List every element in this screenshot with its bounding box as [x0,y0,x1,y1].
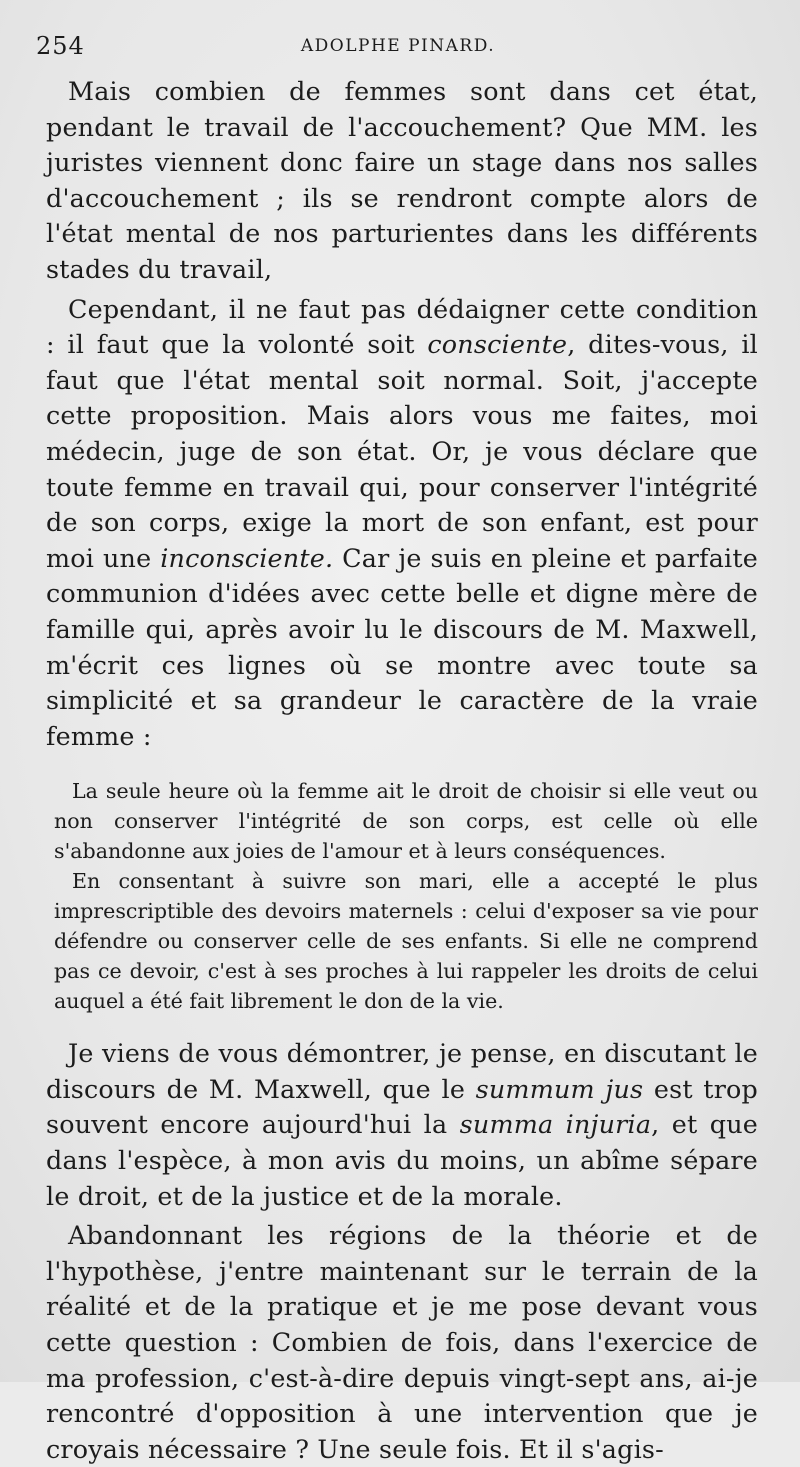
block-quote [46,776,758,1016]
page-number: 254 [36,32,85,60]
paragraph-2-text-c: Car je suis en pleine et parfaite communion d'idées avec cette belle et digne mère de famille qui, après avoir lu le discours de M. Maxwell, m'écrit ces lignes où se montre avec toute sa simplicité et sa grandeur le caractère de la vraie femme : [46,542,758,751]
paragraph-2-emphasis-inconsciente: inconsciente. [160,542,334,573]
paragraph-2-text-a: Cependant, il ne faut pas dédaigner cette condition : il faut que la volonté soit [46,293,758,360]
paragraph-3-text-a: Je viens de vous démontrer, je pense, en discutant le discours de M. Maxwell, que le [46,1038,758,1104]
running-head: ADOLPHE PINARD. [300,36,496,56]
paragraph-3-emphasis-summa-injuria: summa injuria [459,1109,652,1140]
paragraph-4: Abandonnant les régions de la théorie et de l'hypothèse, j'entre maintenant sur le terrain de la réalité et de la pratique et je me pose devant vous cette question : Combien de fois, dans l'exercice de ma profession, c'est-à-dire depuis vingt-sept ans, ai-je rencontré d'opposition à une intervention que je croyais nécessaire ? Une seule fois. Et il s'agis- [46,1220,758,1464]
paragraph-3 [46,1036,758,1214]
paragraph-3-emphasis-summum-jus: summum jus [475,1073,644,1104]
paragraph-2-emphasis-consciente: consciente [427,329,568,360]
paragraph-1: Mais combien de femmes sont dans cet état, pendant le travail de l'accouchement? Que MM. les juristes viennent donc faire un stage dans nos salles d'accouchement ; ils se rendront compte alors de l'état mental de nos parturientes dans les différents stades du travail, [46,76,758,284]
page-header [36,32,760,62]
paragraph-3-text-b: est trop souvent encore aujourd'hui la [46,1073,758,1140]
body-text [46,74,758,1467]
quote-paragraph-2: En consentant à suivre son mari, elle a accepté le plus imprescriptible des devoirs maternels : celui d'exposer sa vie pour défendre ou conserver celle de ses enfants. Si elle ne comprend pas ce devoir, c'est à ses proches à lui rappeler les droits de celui auquel a été fait librement le don de la vie. [54,869,758,1014]
paragraph-2 [46,292,758,755]
quote-paragraph-1: La seule heure où la femme ait le droit de choisir si elle veut ou non conserver l'intégrité de son corps, est celle où elle s'abandonne aux joies de l'amour et à leurs conséquences. [54,779,758,864]
paragraph-2-text-b: , dites-vous, il faut que l'état mental soit normal. Soit, j'accepte cette proposition. Mais alors vous me faites, moi médecin, juge de son état. Or, je vous déclare que toute femme en travail qui, pour conserver l'intégrité de son corps, exige la mort de son enfant, est pour moi une [46,329,758,573]
paragraph-3-text-c: , et que dans l'espèce, à mon avis du moins, un abîme sépare le droit, et de la justice et de la morale. [46,1109,758,1211]
